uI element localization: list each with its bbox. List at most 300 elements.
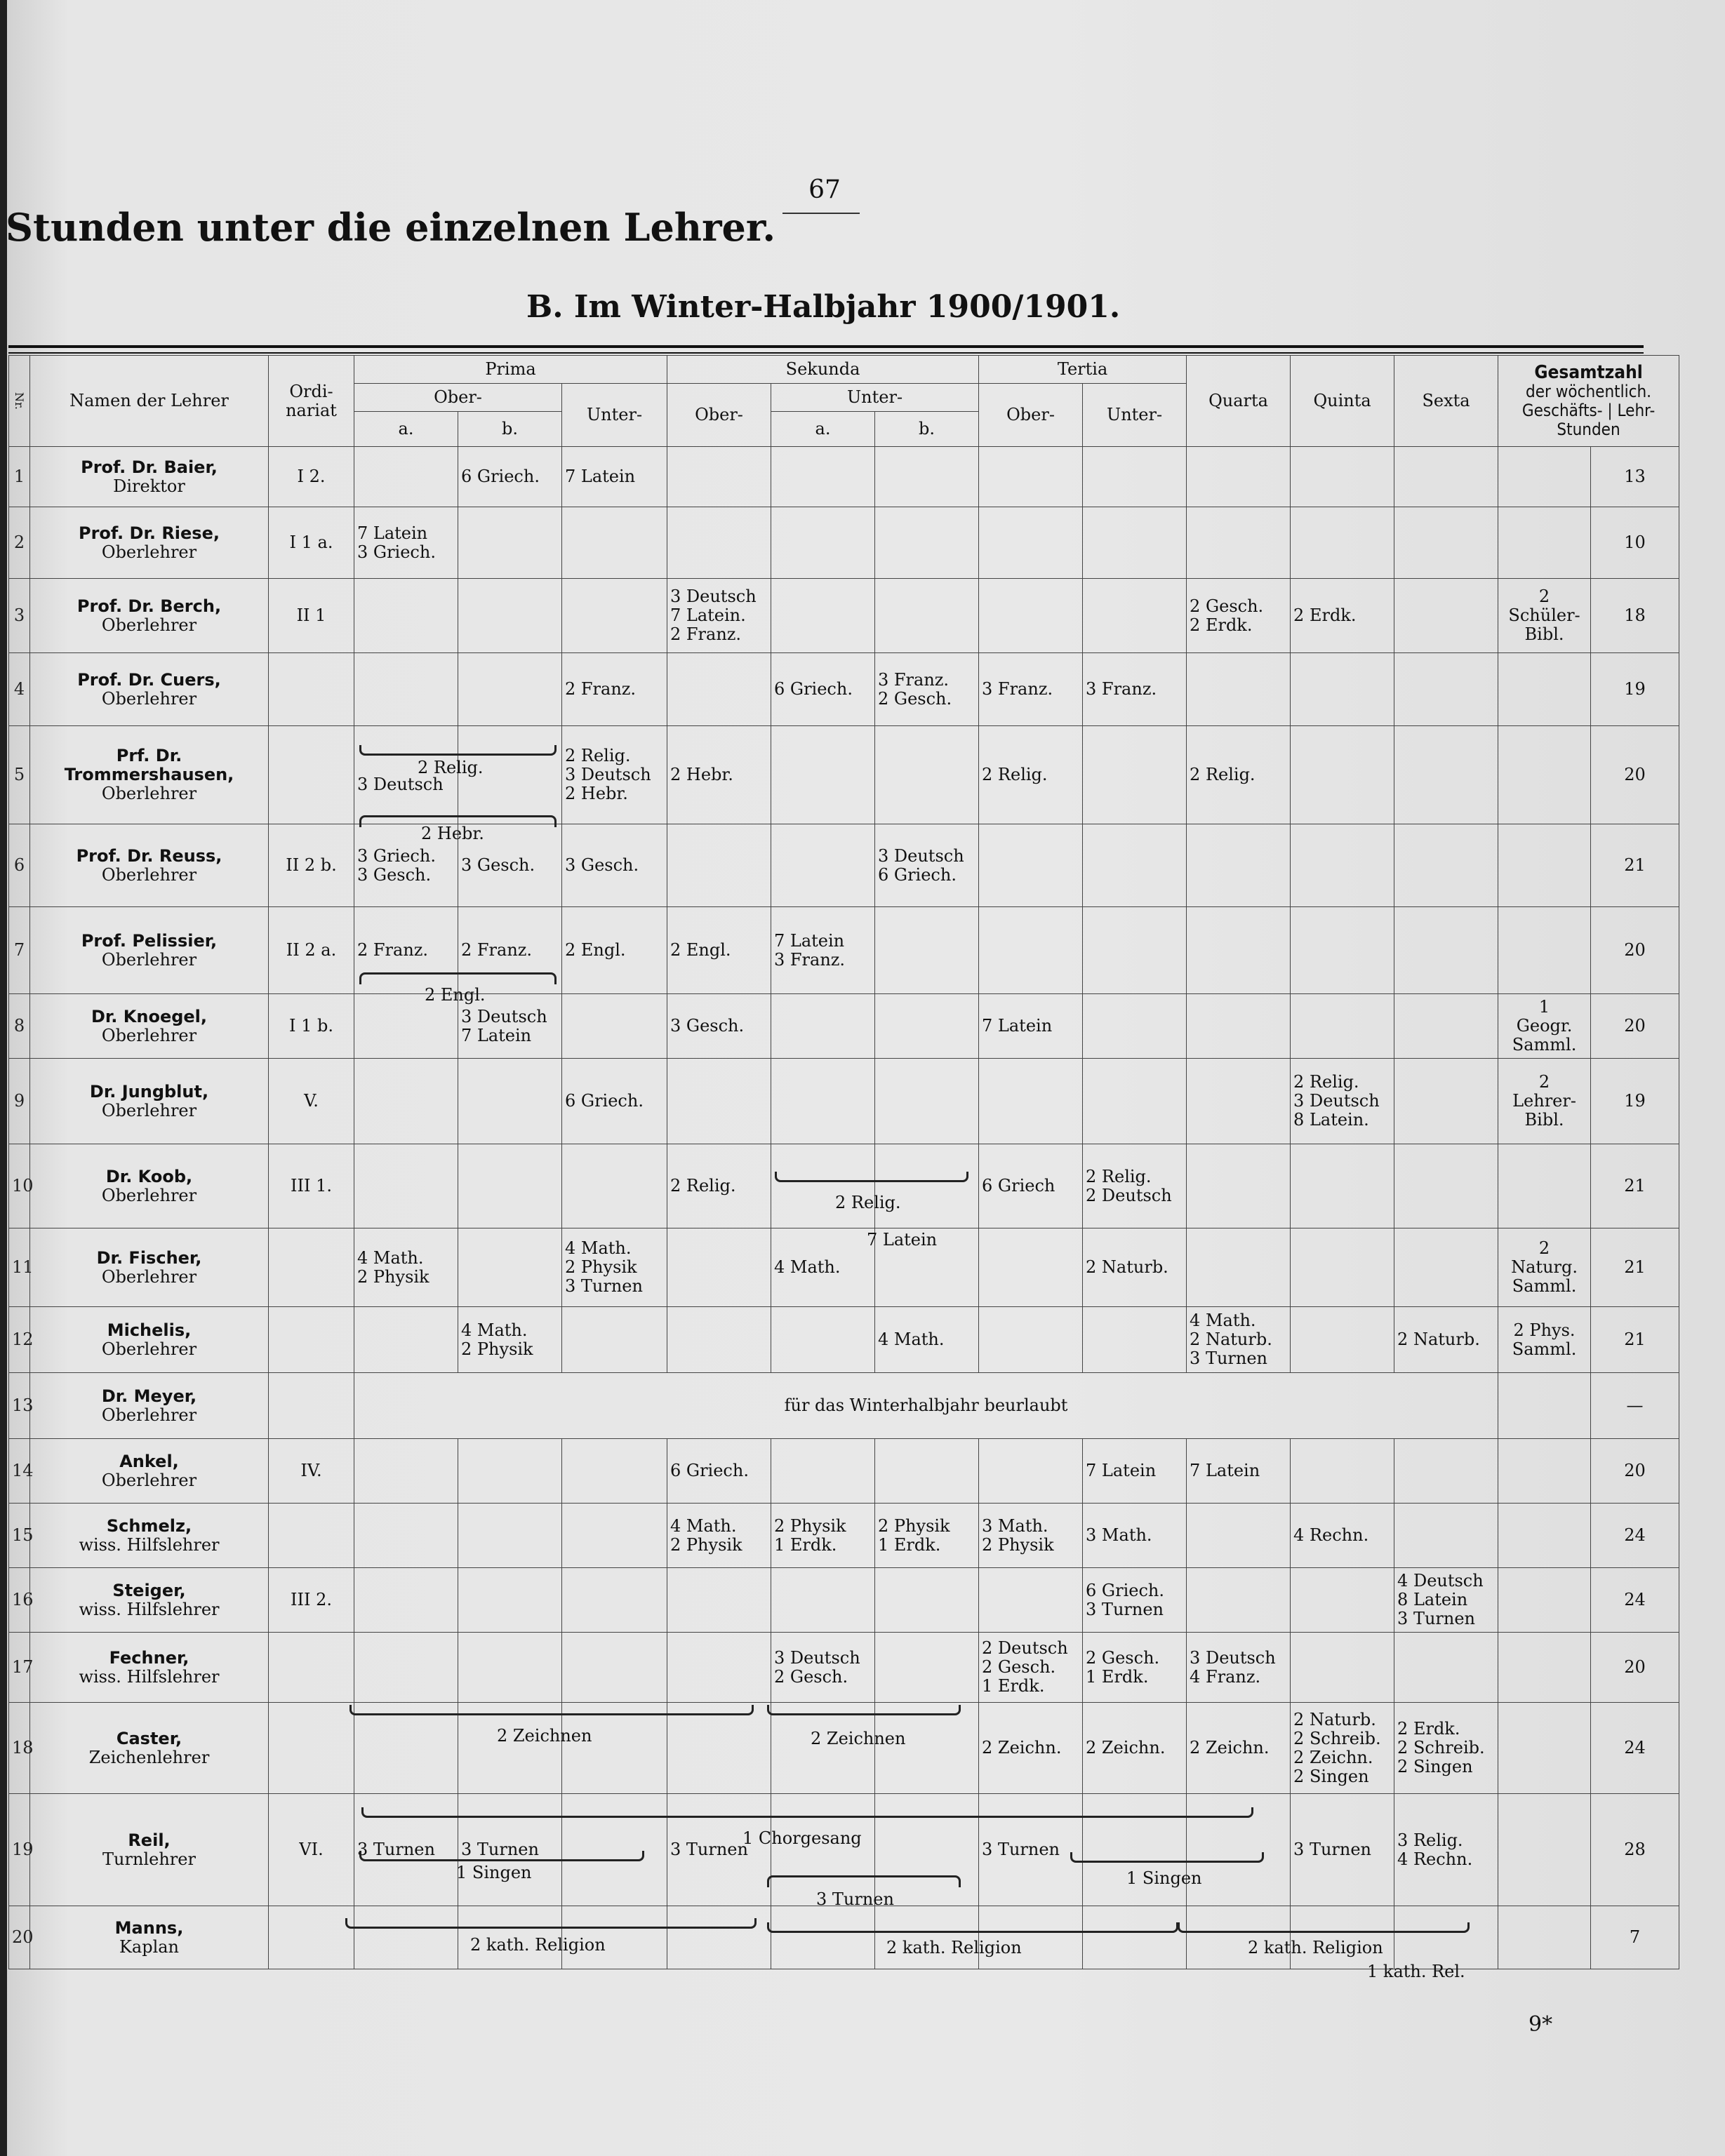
hours-cell-quinta: 3 Turnen [1291, 1794, 1394, 1906]
hours-cell-t-o [979, 1439, 1083, 1504]
ordinariat-cell: II 2 b. [269, 824, 354, 907]
hours-cell-quinta [1291, 1228, 1394, 1307]
brace [349, 1705, 754, 1715]
row-number: 8 [9, 994, 30, 1059]
row-number: 13 [9, 1373, 30, 1439]
row-number: 10 [9, 1144, 30, 1228]
hours-cell-p-oa [354, 1144, 458, 1228]
total-hours-cell: 24 [1591, 1703, 1679, 1794]
hours-cell-s-o: 2 Hebr. [667, 726, 771, 824]
top-rule-thin [8, 352, 1644, 354]
total-hours-cell: 21 [1591, 1307, 1679, 1373]
hours-cell-p-oa [354, 1568, 458, 1633]
hours-cell-p-ob [458, 1568, 562, 1633]
hours-cell-s-ub [875, 507, 979, 579]
teacher-cell [30, 1144, 269, 1228]
teacher-name: Dr. Koob, [105, 1166, 193, 1186]
teacher-name: Dr. Jungblut, [89, 1081, 209, 1102]
hours-cell-s-o [667, 447, 771, 507]
hours-cell-sexta [1394, 1633, 1498, 1703]
teacher-role: Oberlehrer [101, 688, 197, 709]
hours-cell-p-oa [354, 1504, 458, 1568]
page-title: Stunden unter die einzelnen Lehrer. [6, 205, 776, 250]
span-label: 1 Singen [1126, 1868, 1202, 1888]
hours-cell-s-o: 6 Griech. [667, 1439, 771, 1504]
hours-cell-t-u [1083, 907, 1187, 994]
ordinariat-cell: V. [269, 1059, 354, 1144]
hours-cell-quinta [1291, 726, 1394, 824]
table-row [9, 824, 1679, 907]
hours-cell-p-ob: 4 Math. 2 Physik [458, 1307, 562, 1373]
hours-cell-s-o: 3 Gesch. [667, 994, 771, 1059]
extra-hours-cell: 2 Schüler- Bibl. [1498, 579, 1591, 653]
row-number: 7 [9, 907, 30, 994]
page-number-rule [782, 213, 860, 214]
hours-cell-p-ob [458, 579, 562, 653]
col-name: Namen der Lehrer [30, 356, 269, 447]
extra-hours-cell: 2 Naturg. Samml. [1498, 1228, 1591, 1307]
teacher-role: Oberlehrer [101, 542, 197, 562]
brace [359, 1851, 644, 1861]
col-sekunda: Sekunda [667, 356, 979, 384]
ordinariat-cell: II 2 a. [269, 907, 354, 994]
teacher-cell [30, 1703, 269, 1794]
col-prima-ober: Ober- [354, 384, 562, 412]
table-row [9, 579, 1679, 653]
teacher-role: wiss. Hilfslehrer [79, 1599, 220, 1619]
hours-cell-t-u: 2 Relig. 2 Deutsch [1083, 1144, 1187, 1228]
row-number: 2 [9, 507, 30, 579]
hours-cell-quarta: 2 Gesch. 2 Erdk. [1187, 579, 1291, 653]
extra-hours-cell [1498, 1568, 1591, 1633]
hours-cell-s-o: 3 Deutsch 7 Latein. 2 Franz. [667, 579, 771, 653]
hours-cell-s-ua: 7 Latein 3 Franz. [771, 907, 875, 994]
hours-cell-quinta [1291, 824, 1394, 907]
row-number: 12 [9, 1307, 30, 1373]
hours-cell-t-u: 2 Zeichn. [1083, 1703, 1187, 1794]
teacher-name: Ankel, [119, 1451, 179, 1471]
total-hours-cell: 10 [1591, 507, 1679, 579]
col-quinta: Quinta [1291, 356, 1394, 447]
hours-cell-p-oa [354, 1633, 458, 1703]
brace [359, 972, 557, 984]
hours-cell-p-ob [458, 1059, 562, 1144]
teacher-name: Steiger, [112, 1580, 186, 1600]
ordinariat-cell: I 1 b. [269, 994, 354, 1059]
hours-cell-s-ua [771, 1439, 875, 1504]
ordinariat-cell: III 1. [269, 1144, 354, 1228]
col-sekunda-unter: Unter- [771, 384, 979, 412]
hours-cell-t-u [1083, 447, 1187, 507]
hours-cell-quarta [1187, 994, 1291, 1059]
ordinariat-cell [269, 1307, 354, 1373]
teacher-name: Prof. Dr. Berch, [76, 596, 222, 616]
hours-cell-s-ub [875, 726, 979, 824]
extra-hours-cell [1498, 1906, 1591, 1969]
total-hours-cell: — [1591, 1373, 1679, 1439]
teacher-name: Manns, [114, 1917, 184, 1938]
hours-cell-t-o: 2 Relig. [979, 726, 1083, 824]
extra-hours-cell: 2 Phys. Samml. [1498, 1307, 1591, 1373]
teacher-role: Turnlehrer [102, 1849, 196, 1869]
hours-cell-t-o: 2 Deutsch 2 Gesch. 1 Erdk. [979, 1633, 1083, 1703]
hours-cell-s-o [667, 1228, 771, 1307]
hours-cell-quarta [1187, 1059, 1291, 1144]
hours-cell-t-u [1083, 1059, 1187, 1144]
teacher-name: Dr. Fischer, [96, 1247, 202, 1268]
teacher-cell [30, 1307, 269, 1373]
span-label: 2 Relig. [835, 1193, 901, 1212]
hours-cell-s-o [667, 1059, 771, 1144]
col-tertia: Tertia [979, 356, 1187, 384]
row-number: 6 [9, 824, 30, 907]
ordinariat-cell [269, 653, 354, 726]
span-label: 7 Latein [867, 1230, 938, 1250]
total-hours-cell: 20 [1591, 726, 1679, 824]
col-tertia-ober: Ober- [979, 384, 1083, 447]
teacher-cell [30, 1439, 269, 1504]
teacher-role: Oberlehrer [101, 1405, 197, 1425]
teacher-name: Prof. Dr. Cuers, [77, 669, 221, 690]
hours-cell-quinta [1291, 447, 1394, 507]
table-row [9, 907, 1679, 994]
teacher-role: wiss. Hilfslehrer [79, 1666, 220, 1687]
hours-cell-quarta [1187, 1228, 1291, 1307]
brace [767, 1705, 961, 1715]
table-row [9, 507, 1679, 579]
hours-cell-t-u [1083, 1307, 1187, 1373]
hours-cell-p-oa [354, 653, 458, 726]
hours-cell-quarta: 2 Zeichn. [1187, 1703, 1291, 1794]
hours-cell-quinta [1291, 1633, 1394, 1703]
table-row [9, 1228, 1679, 1307]
extra-hours-cell [1498, 1439, 1591, 1504]
hours-cell-p-u [562, 507, 667, 579]
span-label: 1 Singen [456, 1863, 532, 1882]
hours-cell-p-u: 3 Gesch. [562, 824, 667, 907]
brace [1178, 1922, 1470, 1933]
extra-hours-cell [1498, 1703, 1591, 1794]
ordinariat-cell [269, 1228, 354, 1307]
brace [1070, 1852, 1264, 1863]
hours-cell-sexta: 2 Erdk. 2 Schreib. 2 Singen [1394, 1703, 1498, 1794]
hours-cell-s-o [667, 1906, 771, 1969]
hours-cell-s-ua [771, 1059, 875, 1144]
row-number: 20 [9, 1906, 30, 1969]
hours-cell-sexta [1394, 1439, 1498, 1504]
extra-hours-cell [1498, 653, 1591, 726]
extra-hours-cell [1498, 1633, 1591, 1703]
teacher-name: Dr. Meyer, [101, 1386, 197, 1406]
hours-cell-quinta [1291, 1439, 1394, 1504]
teacher-cell [30, 994, 269, 1059]
teacher-cell [30, 1794, 269, 1906]
hours-cell-quinta: 2 Relig. 3 Deutsch 8 Latein. [1291, 1059, 1394, 1144]
hours-cell-p-u [562, 1568, 667, 1633]
row-number: 19 [9, 1794, 30, 1906]
hours-cell-p-oa: 3 Griech. 3 Gesch. [354, 824, 458, 907]
hours-cell-s-ub [875, 1439, 979, 1504]
hours-cell-sexta: 2 Naturb. [1394, 1307, 1498, 1373]
teacher-cell [30, 726, 269, 824]
table-row [9, 994, 1679, 1059]
col-sekunda-ober: Ober- [667, 384, 771, 447]
teacher-name: Michelis, [107, 1320, 192, 1340]
hours-cell-p-oa [354, 1439, 458, 1504]
total-hours-cell: 20 [1591, 1633, 1679, 1703]
table-row [9, 726, 1679, 824]
col-sekunda-unter-a: a. [771, 412, 875, 447]
teacher-role: wiss. Hilfslehrer [79, 1534, 220, 1555]
hours-cell-t-o [979, 907, 1083, 994]
total-hours-cell: 7 [1591, 1906, 1679, 1969]
hours-cell-sexta [1394, 726, 1498, 824]
teacher-role: Oberlehrer [101, 864, 197, 885]
teacher-cell [30, 579, 269, 653]
hours-cell-s-ub [875, 1059, 979, 1144]
hours-cell-sexta [1394, 1504, 1498, 1568]
hours-cell-s-ub [875, 579, 979, 653]
hours-cell-s-ub: 2 Physik 1 Erdk. [875, 1504, 979, 1568]
hours-cell-sexta [1394, 1228, 1498, 1307]
hours-cell-s-ua [771, 1568, 875, 1633]
hours-cell-s-ua [771, 1906, 875, 1969]
teacher-cell [30, 1228, 269, 1307]
teacher-cell [30, 1568, 269, 1633]
hours-cell-s-o [667, 1633, 771, 1703]
extra-hours-cell [1498, 1504, 1591, 1568]
span-label: 1 kath. Rel. [1367, 1962, 1465, 1981]
brace [775, 1172, 968, 1182]
brace [767, 1875, 961, 1887]
hours-cell-p-oa [354, 447, 458, 507]
hours-cell-quinta [1291, 1144, 1394, 1228]
hours-cell-quinta [1291, 994, 1394, 1059]
page-number: 67 [808, 175, 841, 204]
col-prima-ober-a: a. [354, 412, 458, 447]
ordinariat-cell [269, 1504, 354, 1568]
top-rule [8, 345, 1644, 348]
hours-cell-s-ua: 4 Math. [771, 1228, 875, 1307]
hours-cell-s-ub [875, 447, 979, 507]
hours-cell-t-u: 3 Math. [1083, 1504, 1187, 1568]
table-row [9, 1373, 1679, 1439]
hours-cell-s-ub [875, 1144, 979, 1228]
span-label: 2 Engl. [425, 985, 486, 1005]
hours-cell-quarta: 4 Math. 2 Naturb. 3 Turnen [1187, 1307, 1291, 1373]
col-tertia-unter: Unter- [1083, 384, 1187, 447]
teacher-role: Oberlehrer [101, 1100, 197, 1120]
hours-cell-s-o [667, 1307, 771, 1373]
row-number: 4 [9, 653, 30, 726]
hours-cell-t-o [979, 1568, 1083, 1633]
hours-cell-quinta: 2 Erdk. [1291, 579, 1394, 653]
hours-cell-s-o: 2 Engl. [667, 907, 771, 994]
total-hours-cell: 24 [1591, 1504, 1679, 1568]
total-title: Gesamtzahl [1534, 361, 1643, 383]
span-label: 2 kath. Religion [470, 1935, 606, 1955]
extra-hours-cell [1498, 907, 1591, 994]
hours-cell-s-ua [771, 824, 875, 907]
hours-cell-p-oa: 4 Math. 2 Physik [354, 1228, 458, 1307]
hours-cell-sexta [1394, 907, 1498, 994]
span-label: 2 Hebr. [421, 824, 484, 843]
teacher-role: Oberlehrer [101, 949, 197, 970]
row-number: 16 [9, 1568, 30, 1633]
hours-cell-t-o: 6 Griech [979, 1144, 1083, 1228]
teacher-role: Direktor [113, 476, 185, 496]
span-label: 1 Chorgesang [742, 1828, 862, 1848]
teacher-role: Zeichenlehrer [88, 1747, 210, 1767]
hours-cell-p-oa: 3 Turnen [354, 1794, 458, 1906]
total-hours-cell: 21 [1591, 1144, 1679, 1228]
ordinariat-cell: II 1 [269, 579, 354, 653]
table-row [9, 1504, 1679, 1568]
row-number: 3 [9, 579, 30, 653]
teacher-role: Oberlehrer [101, 1025, 197, 1045]
col-prima-unter: Unter- [562, 384, 667, 447]
total-hours-cell: 19 [1591, 653, 1679, 726]
hours-cell-s-ua [771, 579, 875, 653]
table-row [9, 1568, 1679, 1633]
row-number: 1 [9, 447, 30, 507]
extra-hours-cell [1498, 507, 1591, 579]
col-prima: Prima [354, 356, 667, 384]
hours-cell-sexta: 3 Relig. 4 Rechn. [1394, 1794, 1498, 1906]
hours-cell-t-o [979, 507, 1083, 579]
brace [361, 1807, 1253, 1818]
teacher-name: Prof. Dr. Reuss, [76, 845, 222, 866]
table-row [9, 1633, 1679, 1703]
hours-cell-p-ob [458, 1633, 562, 1703]
hours-cell-s-o [667, 1703, 771, 1794]
hours-cell-p-oa: 2 Franz. [354, 907, 458, 994]
col-quarta: Quarta [1187, 356, 1291, 447]
hours-cell-s-o [667, 824, 771, 907]
hours-cell-s-ua [771, 1144, 875, 1228]
hours-cell-t-o [979, 824, 1083, 907]
row-number: 14 [9, 1439, 30, 1504]
brace [359, 745, 557, 756]
span-label: 2 Zeichnen [497, 1726, 592, 1746]
hours-cell-p-u [562, 1703, 667, 1794]
hours-cell-p-u [562, 994, 667, 1059]
hours-cell-p-u: 2 Relig. 3 Deutsch 2 Hebr. [562, 726, 667, 824]
total-hours-cell: 20 [1591, 907, 1679, 994]
hours-cell-p-ob [458, 1504, 562, 1568]
table-row [9, 1059, 1679, 1144]
hours-cell-t-o: 7 Latein [979, 994, 1083, 1059]
hours-cell-p-ob [458, 1144, 562, 1228]
table-row [9, 1144, 1679, 1228]
hours-cell-p-u: 7 Latein [562, 447, 667, 507]
teacher-cell [30, 1059, 269, 1144]
hours-cell-s-o: 3 Turnen [667, 1794, 771, 1906]
hours-cell-p-oa [354, 1906, 458, 1969]
hours-cell-s-ub: 3 Franz. 2 Gesch. [875, 653, 979, 726]
total-hours-cell: 28 [1591, 1794, 1679, 1906]
teacher-role: Oberlehrer [101, 1339, 197, 1359]
hours-cell-quinta [1291, 653, 1394, 726]
hours-cell-sexta [1394, 1144, 1498, 1228]
ordinariat-cell: I 2. [269, 447, 354, 507]
teacher-cell [30, 1633, 269, 1703]
hours-cell-t-u: 6 Griech. 3 Turnen [1083, 1568, 1187, 1633]
hours-cell-s-ua: 3 Deutsch 2 Gesch. [771, 1633, 875, 1703]
span-label: 2 Zeichnen [811, 1729, 906, 1748]
hours-cell-p-u [562, 1633, 667, 1703]
hours-cell-p-oa [354, 1307, 458, 1373]
ordinariat-cell: III 2. [269, 1568, 354, 1633]
extra-hours-cell [1498, 1794, 1591, 1906]
hours-cell-s-ua [771, 507, 875, 579]
hours-cell-p-ob [458, 1439, 562, 1504]
hours-cell-p-u: 2 Engl. [562, 907, 667, 994]
hours-cell-t-o [979, 579, 1083, 653]
hours-cell-t-u: 7 Latein [1083, 1439, 1187, 1504]
hours-cell-t-u: 3 Franz. [1083, 653, 1187, 726]
total-hours-cell: 18 [1591, 579, 1679, 653]
extra-hours-cell: 2 Lehrer- Bibl. [1498, 1059, 1591, 1144]
hours-cell-p-oa [354, 1059, 458, 1144]
teacher-name: Dr. Knoegel, [91, 1006, 208, 1026]
hours-cell-p-ob: 2 Franz. [458, 907, 562, 994]
teacher-name: Prf. Dr. Trommershausen, [64, 746, 234, 784]
teacher-cell [30, 653, 269, 726]
hours-cell-p-ob: 3 Turnen [458, 1794, 562, 1906]
teacher-name: Prof. Dr. Riese, [79, 523, 220, 543]
teacher-role: Oberlehrer [101, 784, 197, 803]
hours-cell-s-ub [875, 994, 979, 1059]
hours-cell-t-u [1083, 507, 1187, 579]
row-number: 9 [9, 1059, 30, 1144]
hours-cell-p-u [562, 1504, 667, 1568]
hours-cell-p-oa [354, 579, 458, 653]
hours-cell-quarta [1187, 447, 1291, 507]
total-hours-cell: 13 [1591, 447, 1679, 507]
hours-cell-sexta [1394, 447, 1498, 507]
hours-cell-quarta [1187, 507, 1291, 579]
teacher-name: Caster, [116, 1728, 182, 1748]
table-row [9, 1906, 1679, 1969]
teacher-name: Reil, [128, 1830, 171, 1850]
hours-cell-p-u [562, 1439, 667, 1504]
hours-cell-sexta [1394, 1906, 1498, 1969]
table-row [9, 653, 1679, 726]
hours-cell-t-u [1083, 726, 1187, 824]
hours-cell-p-ob: 3 Gesch. [458, 824, 562, 907]
span-label: 2 Relig. [418, 758, 484, 777]
hours-cell-p-u: 4 Math. 2 Physik 3 Turnen [562, 1228, 667, 1307]
hours-cell-t-o: 3 Franz. [979, 653, 1083, 726]
hours-cell-s-ub [875, 907, 979, 994]
total-hours-cell: 21 [1591, 1228, 1679, 1307]
hours-cell-s-ub [875, 1568, 979, 1633]
hours-cell-s-o [667, 653, 771, 726]
hours-cell-p-u [562, 579, 667, 653]
leave-note: für das Winterhalbjahr beurlaubt [354, 1373, 1498, 1439]
hours-cell-quarta: 3 Deutsch 4 Franz. [1187, 1633, 1291, 1703]
hours-cell-t-o: 2 Zeichn. [979, 1703, 1083, 1794]
hours-cell-sexta [1394, 994, 1498, 1059]
hours-cell-s-ub [875, 1633, 979, 1703]
extra-hours-cell: 1 Geogr. Samml. [1498, 994, 1591, 1059]
total-hours-cell: 19 [1591, 1059, 1679, 1144]
teacher-role: Oberlehrer [101, 1185, 197, 1205]
hours-cell-quinta [1291, 1568, 1394, 1633]
hours-cell-t-u: 2 Gesch. 1 Erdk. [1083, 1633, 1187, 1703]
hours-cell-t-o: 3 Turnen [979, 1794, 1083, 1906]
